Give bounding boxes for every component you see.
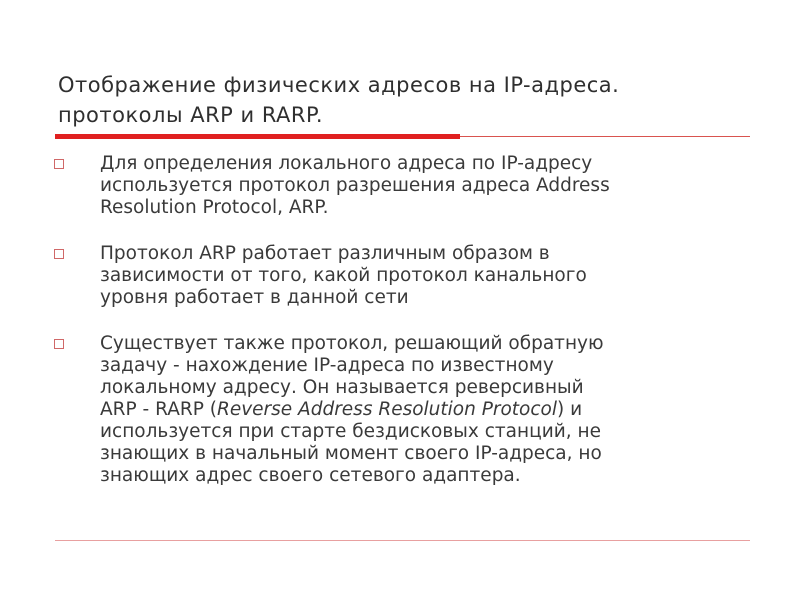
bullet-line: Для определения локального адреса по IP-адресу [100,153,593,174]
bullet-line: уровня работает в данной сети [100,287,409,308]
bullet-line: Протокол ARP работает различным образом в [100,243,550,264]
bullet-line: используется протокол разрешения адреса Address [100,175,610,196]
footer-rule [55,540,750,541]
rarp-prefix: ARP - RARP ( [100,399,217,420]
bullet-line: локальному адресу. Он называется реверсивный [100,377,584,398]
bullet-line: Существует также протокол, решающий обратную [100,333,604,354]
bullet-line-with-emphasis [100,399,762,421]
title-line-2: протоколы ARP и RARP. [58,103,324,127]
bullet-item [52,243,762,309]
slide-title [58,70,778,130]
square-bullet-icon [54,339,64,349]
bullet-list [52,153,762,511]
title-underline-thick [55,134,460,139]
bullet-line: знающих адрес своего сетевого адаптера. [100,465,521,486]
bullet-line: задачу - нахождение IP-адреса по известному [100,355,554,376]
bullet-line: используется при старте бездисковых станций, не [100,421,601,442]
title-line-1: Отображение физических адресов на IP-адреса. [58,73,620,97]
bullet-item [52,333,762,487]
rarp-full-name: Reverse Address Resolution Protocol [216,399,558,420]
square-bullet-icon [54,249,64,259]
square-bullet-icon [54,159,64,169]
rarp-suffix: ) и [557,399,583,420]
bullet-line: знающих в начальный момент своего IP-адреса, но [100,443,602,464]
bullet-line: зависимости от того, какой протокол канального [100,265,587,286]
bullet-item [52,153,762,219]
bullet-line: Resolution Protocol, ARP. [100,197,329,218]
title-underline-thin [460,136,750,137]
